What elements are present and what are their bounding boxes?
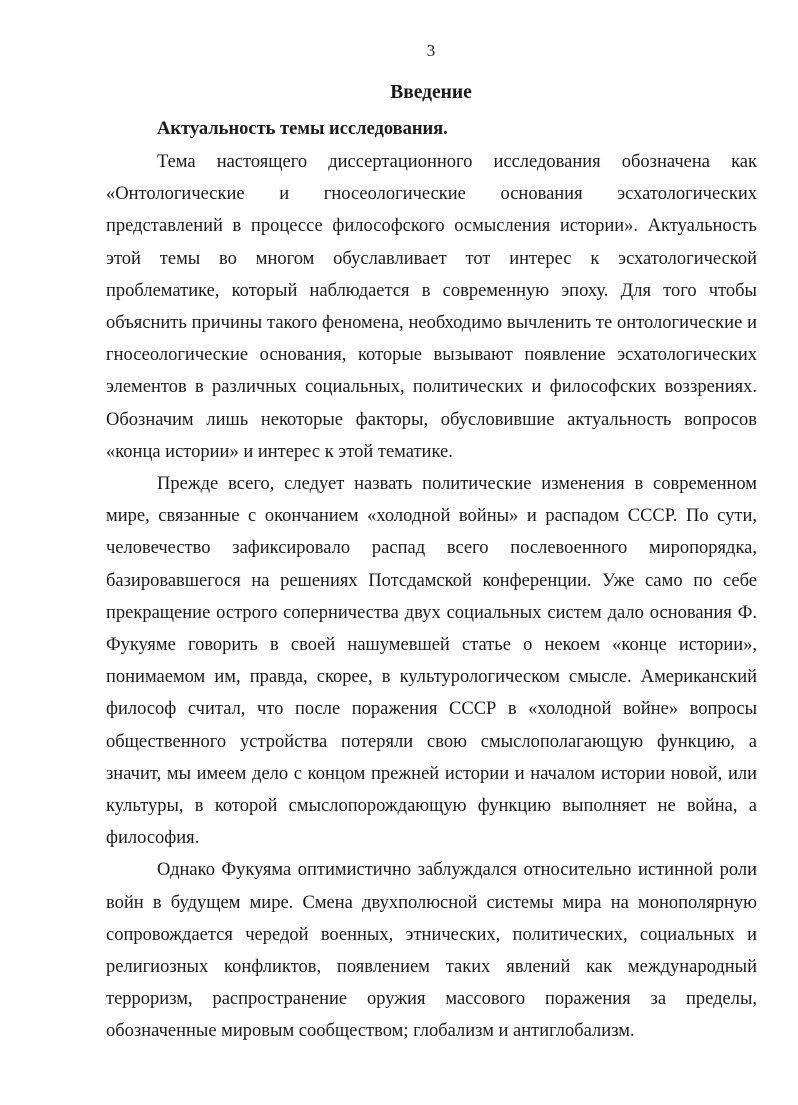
paragraph-2: Прежде всего, следует назвать политические изменения в современном мире, связанные с окончанием «холодной войны» и распадом СССР. По сути, человечество зафиксировало распад всего послевоенного миропорядка, базировавшегося на решениях Потсдамской конференции. Уже само по себе прекращение острого соперничества двух социальных систем дало основания Ф. Фукуяме говорить в своей нашумевшей статье о некоем «конце истории», понимаемом им, правда, скорее, в культурологическом смысле. Американский философ считал, что после поражения СССР в «холодной войне» вопросы общественного устройства потеряли свою смыслополагающую функцию, а значит, мы имеем дело с концом прежней истории и началом истории новой, или культуры, в которой смыслопорождающую функцию выполняет не война, а философия. bbox=[106, 474, 757, 849]
page-number: 3 bbox=[426, 41, 436, 60]
subsection-heading: Актуальность темы исследования. bbox=[157, 119, 448, 139]
paragraph-3: Однако Фукуяма оптимистично заблуждался относительно истинной роли войн в будущем мире. Смена двухполюсной системы мира на монополярную сопровождается чередой военных, этнических, политических, социальных и религиозных конфликтов, появлением таких явлений как международный терроризм, распространение оружия массового поражения за пределы, обозначенные мировым сообществом; глобализм и антиглобализм. bbox=[106, 860, 757, 1042]
paragraph-1: Тема настоящего диссертационного исследования обозначена как «Онтологические и гносеологические основания эсхатологических представлений в процессе философского осмысления истории». Актуальность этой темы во многом обуславливает тот интерес к эсхатологической проблематике, который наблюдается в современную эпоху. Для того чтобы объяснить причины такого феномена, необходимо вычленить те онтологические и гносеологические основания, которые вызывают появление эсхатологических элементов в различных социальных, политических и философских воззрениях. Обозначим лишь некоторые факторы, обусловившие актуальность вопросов «конца истории» и интерес к этой тематике. bbox=[106, 152, 757, 462]
body-text bbox=[106, 146, 757, 1048]
section-heading: Введение bbox=[390, 82, 472, 103]
